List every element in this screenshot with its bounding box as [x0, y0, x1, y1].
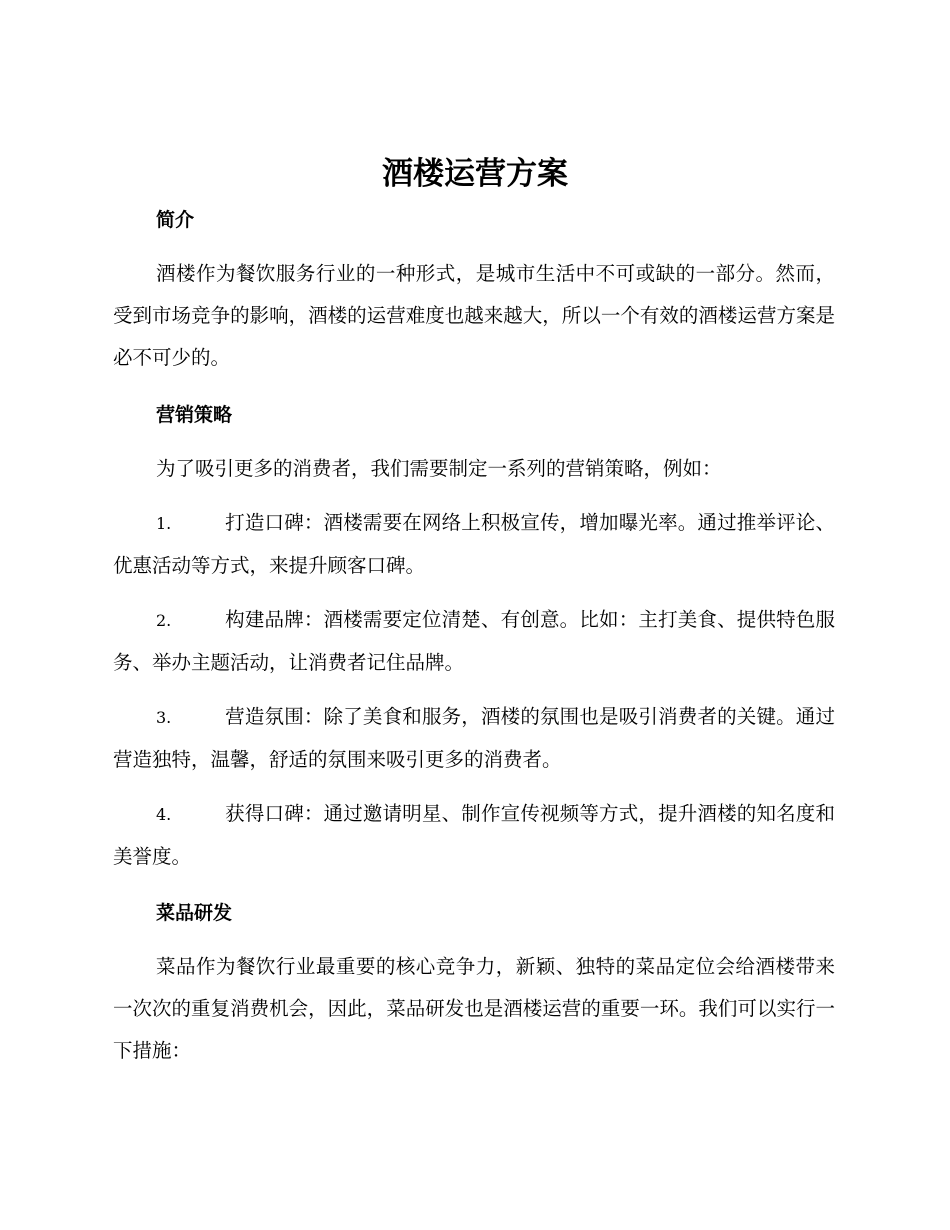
- marketing-intro-paragraph: 为了吸引更多的消费者，我们需要制定一系列的营销策略，例如：: [156, 457, 722, 480]
- list-item-text: 营造氛围：除了美食和服务，酒楼的氛围也是吸引消费者的关键。通过营造独特，温馨，舒适的氛围来吸引更多的消费者。: [113, 705, 835, 771]
- list-item: [113, 599, 835, 684]
- document-title: 酒楼运营方案: [382, 156, 568, 192]
- list-item-text: 构建品牌：酒楼需要定位清楚、有创意。比如：主打美食、提供特色服务、举办主题活动，让消费者记住品牌。: [113, 608, 835, 674]
- section-heading-intro: 简介: [156, 209, 195, 231]
- list-item-text: 打造口碑：酒楼需要在网络上积极宣传，增加曝光率。通过推举评论、优惠活动等方式，来提升顾客口碑。: [113, 511, 835, 577]
- list-item-number: 2.: [156, 611, 172, 630]
- list-item-number: 3.: [156, 708, 172, 727]
- list-item-number: 1.: [156, 514, 172, 533]
- list-item: [113, 793, 835, 878]
- intro-paragraph: 酒楼作为餐饮服务行业的一种形式，是城市生活中不可或缺的一部分。然而，受到市场竞争的影响，酒楼的运营难度也越来越大，所以一个有效的酒楼运营方案是必不可少的。: [113, 262, 835, 369]
- section-heading-menu-development: 菜品研发: [156, 902, 233, 924]
- list-item: [113, 696, 835, 781]
- section-heading-marketing: 营销策略: [156, 404, 233, 426]
- list-item: [113, 502, 835, 587]
- list-item-text: 获得口碑：通过邀请明星、制作宣传视频等方式，提升酒楼的知名度和美誉度。: [113, 802, 835, 868]
- list-item-number: 4.: [156, 805, 172, 824]
- menu-development-paragraph: 菜品作为餐饮行业最重要的核心竞争力，新颖、独特的菜品定位会给酒楼带来一次次的重复消费机会，因此，菜品研发也是酒楼运营的重要一环。我们可以实行一下措施：: [113, 955, 835, 1062]
